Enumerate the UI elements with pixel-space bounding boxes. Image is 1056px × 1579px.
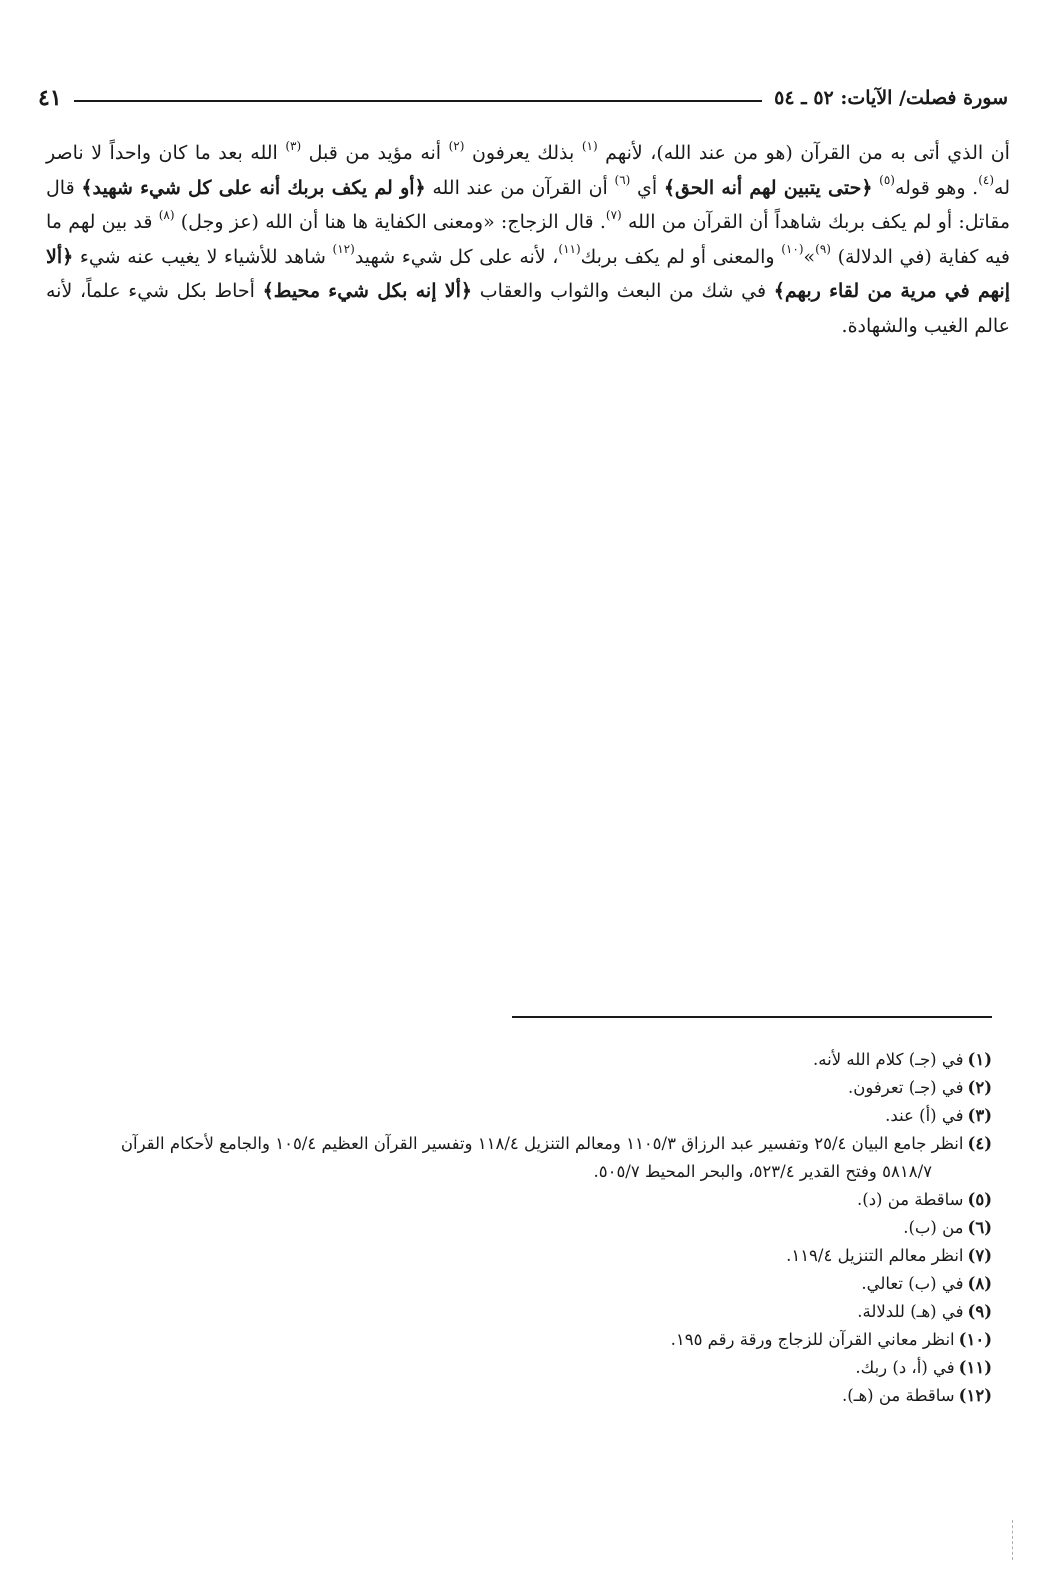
footnote-text: ساقطة من (هـ). (841, 1386, 955, 1405)
footnote-item (46, 1270, 992, 1298)
footnote-number: (١١) (958, 1358, 992, 1377)
scan-margin-mark (1012, 1520, 1014, 1560)
footnote-number: (٣) (967, 1106, 992, 1125)
text-segment: قد بين لهم ما فيه كفاية (في الدلالة) (46, 211, 1011, 268)
footnote-text: في (جـ) تعرفون. (848, 1078, 964, 1097)
footnote-item (46, 1186, 992, 1214)
footnote-number: (١٠) (958, 1330, 992, 1349)
footnote-ref[interactable]: (١٢) (332, 242, 355, 257)
quran-verse: ﴿أو لم يكف بربك أنه على كل شيء شهيد﴾ (81, 176, 426, 199)
text-segment: أن القرآن من عند الله (432, 176, 608, 199)
main-text (46, 136, 1010, 344)
quran-verse: ﴿ألا إنه بكل شيء محيط﴾ (262, 280, 473, 303)
footnote-ref[interactable]: (٤) (978, 173, 995, 188)
text-segment: » (803, 245, 816, 268)
text-segment: . قال الزجاج: «ومعنى الكفاية ها هنا أن الله (عز وجل) (180, 211, 606, 234)
footnote-number: (٨) (967, 1274, 992, 1293)
surah-title: سورة فصلت/ الآيات: ٥٢ ـ ٥٤ (774, 87, 1008, 109)
footnote-number: (٦) (967, 1218, 992, 1237)
footnote-number: (٥) (967, 1190, 992, 1209)
footnote-ref[interactable]: (٩) (815, 242, 831, 257)
footnote-item (46, 1046, 992, 1074)
footnote-text: في (أ، د) ربك. (855, 1358, 955, 1377)
footnote-number: (٩) (967, 1302, 992, 1321)
text-segment: أحاط بكل شيء علماً، لأنه عالم الغيب والشهادة. (46, 280, 1010, 337)
quran-verse: ﴿حتى يتبين لهم أنه الحق﴾ (663, 176, 873, 199)
page-number: ٤١ (38, 85, 62, 111)
footnote-item (46, 1130, 992, 1158)
text-segment: قال مقاتل: أو لم يكف بربك شاهداً أن القرآن من الله (46, 176, 1011, 234)
footnote-number: (١) (967, 1050, 992, 1069)
text-segment: في شك من البعث والثواب والعقاب (479, 280, 767, 303)
footnote-item (46, 1382, 992, 1410)
footnote-number: (٢) (967, 1078, 992, 1097)
text-segment: ، لأنه على كل شيء شهيد (354, 245, 559, 268)
footnote-text: ساقطة من (د). (857, 1190, 964, 1209)
footnote-text: في (جـ) كلام الله لأنه. (813, 1050, 964, 1069)
footnote-ref[interactable]: (١٠) (781, 242, 804, 257)
text-segment: الله بعد ما كان واحداً لا ناصر له (46, 142, 1011, 199)
footnote-item (46, 1242, 992, 1270)
footnotes-list (46, 1046, 992, 1410)
footnote-ref[interactable]: (٥) (879, 173, 895, 188)
footnote-text: انظر جامع البيان ٢٥/٤ وتفسير عبد الرزاق ١١٠٥/٣ ومعالم التنزيل ١١٨/٤ وتفسير القرآن العظيم ١٠٥/٤ والجامع لأحكام القرآن (120, 1134, 964, 1153)
footnote-ref[interactable]: (٦) (614, 173, 631, 188)
text-segment: شاهد للأشياء لا يغيب عنه شيء (79, 245, 326, 268)
text-segment: أنه مؤيد من قبل (308, 142, 442, 164)
footnote-item (46, 1326, 992, 1354)
footnote-number: (٧) (967, 1246, 992, 1265)
footnote-continuation: ٥٨١٨/٧ وفتح القدير ٥٢٣/٤، والبحر المحيط ٥٠٥/٧. (593, 1162, 932, 1181)
running-header (38, 80, 1008, 116)
footnote-text: في (أ) عند. (885, 1106, 964, 1125)
footnote-ref[interactable]: (١) (581, 138, 598, 153)
footnote-text: في (هـ) للدلالة. (857, 1302, 964, 1321)
text-segment: . وهو قوله (894, 176, 979, 199)
footnote-ref[interactable]: (٣) (285, 138, 302, 153)
footnote-item (46, 1102, 992, 1130)
footnote-ref[interactable]: (٢) (448, 138, 465, 153)
footnote-ref[interactable]: (٨) (158, 207, 175, 222)
footnote-ref[interactable]: (٧) (605, 207, 622, 222)
text-segment: أي (637, 176, 658, 199)
main-paragraph (46, 136, 1010, 344)
footnote-item (46, 1214, 992, 1242)
text-segment: أن الذي أتى به من القرآن (هو من عند الله)، لأنهم (605, 142, 1010, 164)
footnote-separator (512, 1016, 992, 1018)
text-segment: بذلك يعرفون (471, 142, 575, 164)
footnote-text: من (ب). (903, 1218, 964, 1237)
footnote-text: في (ب) تعالي. (861, 1274, 964, 1293)
footnote-number: (٤) (967, 1134, 992, 1153)
footnote-item (46, 1354, 992, 1382)
quran-verse: ﴿ألا إنهم في مرية من لقاء ربهم﴾ (46, 245, 1010, 303)
footnote-number: (١٢) (958, 1386, 992, 1405)
text-segment: والمعنى أو لم يكف بربك (580, 245, 775, 268)
footnote-ref[interactable]: (١١) (558, 242, 581, 257)
footnote-text: انظر معاني القرآن للزجاج ورقة رقم ١٩٥. (670, 1330, 955, 1349)
footnote-text: انظر معالم التنزيل ١١٩/٤. (786, 1246, 964, 1265)
footnote-item (46, 1074, 992, 1102)
header-rule (74, 100, 762, 102)
footnote-item (46, 1298, 992, 1326)
